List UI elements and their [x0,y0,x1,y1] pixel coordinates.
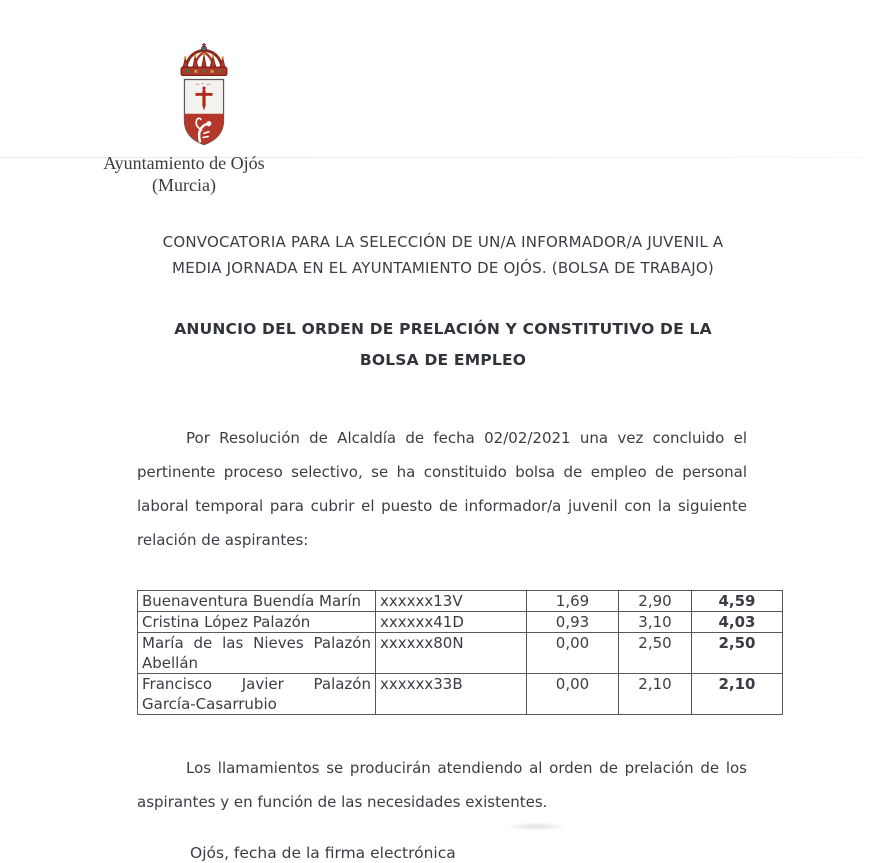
closing-line: Ojós, fecha de la firma electrónica [190,844,456,862]
score-1: 0,93 [527,612,619,633]
applicant-id: xxxxxx13V [376,591,527,612]
announcement-heading [137,314,749,376]
table-row [138,633,783,674]
applicant-name: Francisco Javier Palazón García-Casarrubio [138,674,376,715]
applicant-name: Buenaventura Buendía Marín [138,591,376,612]
score-total: 4,03 [692,612,783,633]
score-total: 4,59 [692,591,783,612]
score-2: 3,10 [619,612,692,633]
table-row [138,591,783,612]
score-total: 2,10 [692,674,783,715]
llamamientos-paragraph: Los llamamientos se producirán atendiendo al orden de prelación de los aspirantes y en función de las necesidades existentes. [137,759,747,811]
org-region: (Murcia) [152,175,216,195]
document-title [137,229,749,281]
intro-paragraph: Por Resolución de Alcaldía de fecha 02/02/2021 una vez concluido el pertinente proceso selectivo, se ha constituido bolsa de empleo de personal laboral temporal para cubrir el puesto de informador/a juvenil con la siguiente relación de aspirantes: [137,429,747,549]
score-1: 1,69 [527,591,619,612]
table-row [138,674,783,715]
document-title-line2: MEDIA JORNADA EN EL AYUNTAMIENTO DE OJÓS. (BOLSA DE TRABAJO) [172,259,714,277]
score-1: 0,00 [527,633,619,674]
org-name: Ayuntamiento de Ojós [103,153,265,173]
score-total: 2,50 [692,633,783,674]
score-2: 2,90 [619,591,692,612]
table-row [138,612,783,633]
score-2: 2,10 [619,674,692,715]
announcement-heading-line1: ANUNCIO DEL ORDEN DE PRELACIÓN Y CONSTITUTIVO DE LA [174,320,712,338]
score-1: 0,00 [527,674,619,715]
applicants-table [137,590,783,715]
applicant-id: xxxxxx41D [376,612,527,633]
score-2: 2,50 [619,633,692,674]
scan-smudge [505,822,567,831]
document-title-line1: CONVOCATORIA PARA LA SELECCIÓN DE UN/A INFORMADOR/A JUVENIL A [162,233,724,251]
applicant-name: Cristina López Palazón [138,612,376,633]
applicant-id: xxxxxx80N [376,633,527,674]
applicant-id: xxxxxx33B [376,674,527,715]
municipality-logo-block [84,42,284,196]
coat-of-arms-icon [158,42,250,148]
announcement-heading-line2: BOLSA DE EMPLEO [359,351,527,369]
applicant-name: María de las Nieves Palazón Abellán [138,633,376,674]
